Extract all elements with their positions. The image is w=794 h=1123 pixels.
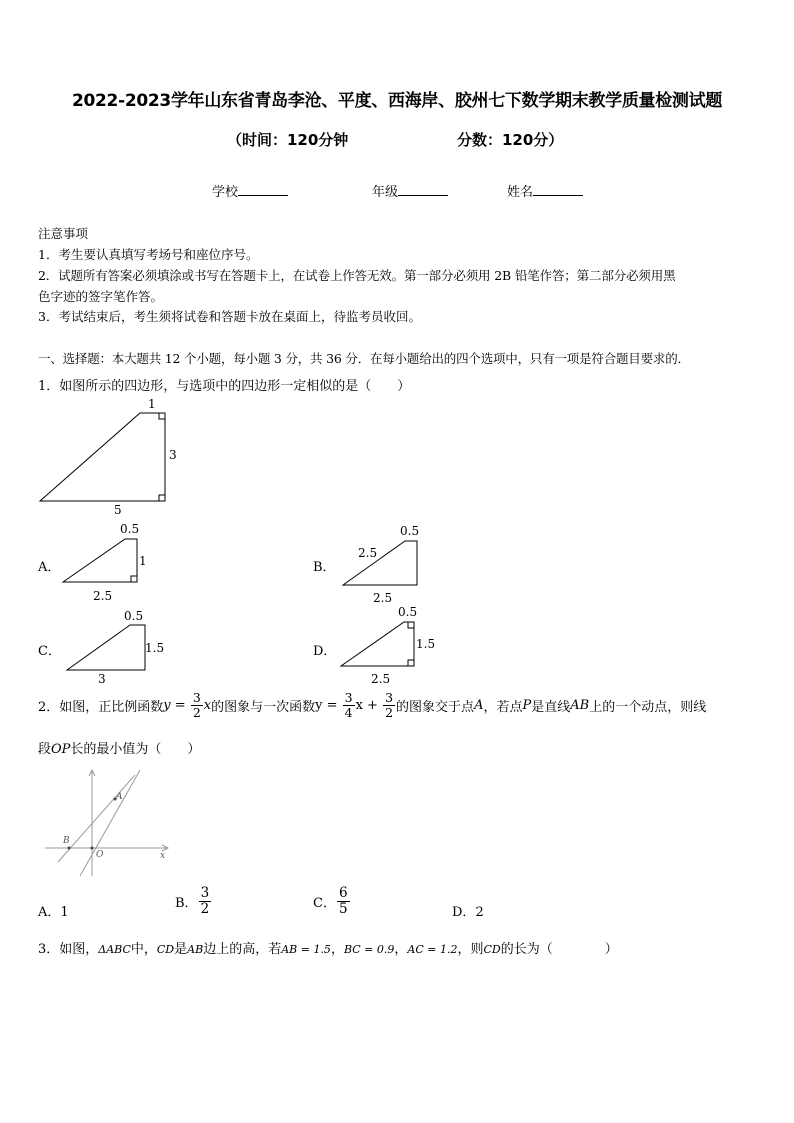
note-item: 色字迹的签字笔作答。: [38, 289, 164, 304]
q3-segment-cd-2: CD: [483, 943, 501, 956]
graph-label-b: B: [63, 836, 70, 846]
q2-text: 段: [38, 742, 52, 757]
q3-text: 的长为（ ）: [500, 942, 618, 957]
q3-text: 3．如图，: [38, 942, 99, 957]
option-d-bottom: 2.5: [371, 672, 391, 686]
q2-text: 的图象交于点: [396, 699, 475, 715]
q2-fraction-1: [191, 691, 203, 720]
option-c-figure: [67, 625, 145, 670]
q1-top-label: 1: [148, 397, 156, 411]
q2-graph: [45, 770, 168, 876]
question-2-stem-line-2: [38, 738, 200, 757]
q2-equals: =: [170, 697, 190, 713]
page-title: 2022-2023学年山东省青岛李沧、平度、西海岸、胶州七下数学期末教学质量检测试题: [71, 91, 723, 111]
option-d-right: 1.5: [416, 637, 436, 651]
q2-option-d-value: 2: [475, 905, 484, 920]
section-heading: 一、选择题：本大题共 12 个小题，每小题 3 分，共 36 分．在每小题给出的四个选项中，只有一项是符合题目要求的．: [38, 351, 690, 366]
q2-f3-num: 3: [385, 690, 394, 705]
graph-label-x: x: [160, 851, 166, 861]
notes-heading: 注意事项: [38, 226, 89, 241]
q2-option-a-value: 1: [60, 905, 69, 920]
q2-option-a-letter: A．: [38, 905, 61, 920]
q3-segment-ab: AB: [187, 943, 204, 956]
q2-text: 的图象与一次函数: [211, 699, 316, 715]
note-item: 2．试题所有答案必须填涂或书写在答题卡上，在试卷上作答无效。第一部分必须用 2B 铅笔作答；第二部分必须用黑: [38, 268, 676, 283]
q2-line-ab: AB: [570, 697, 590, 713]
exam-score: 分数：120分）: [457, 131, 564, 149]
q2-f2-den: 4: [344, 704, 353, 720]
school-label: 学校: [212, 185, 239, 200]
q2-f3-den: 2: [385, 704, 394, 720]
q2-f2-num: 3: [344, 690, 353, 705]
option-c-bottom: 3: [98, 672, 106, 686]
q2-option-b-num: 3: [200, 885, 210, 901]
q2-option-c-fraction: [337, 886, 350, 917]
q3-segment-cd: CD: [156, 943, 175, 956]
question-2-stem: [38, 691, 706, 720]
q2-option-b-fraction: [199, 886, 212, 917]
q2-fraction-3: [383, 691, 395, 720]
q3-triangle: ΔABC: [98, 943, 131, 956]
q2-f1-den: 2: [192, 704, 201, 720]
point-o: [91, 847, 94, 850]
q2-linear-y: y =: [315, 697, 342, 713]
option-b-figure: [343, 541, 417, 585]
q2-option-b-letter: B．: [175, 895, 198, 911]
q1-right-label: 3: [169, 448, 177, 462]
exam-time: （时间：120分钟: [227, 131, 349, 149]
option-c-letter[interactable]: C．: [38, 644, 61, 659]
line-proportional: [80, 770, 140, 876]
question-3-stem: [38, 938, 618, 957]
option-a-figure: [63, 539, 137, 582]
q3-sep: ，: [394, 942, 408, 957]
q2-text: 2．如图，正比例函数: [38, 699, 164, 715]
question-1-stem: 1．如图所示的四边形，与选项中的四边形一定相似的是（ ）: [38, 379, 411, 394]
option-c-top: 0.5: [124, 609, 144, 623]
option-d-letter[interactable]: D．: [313, 644, 337, 659]
q2-option-b-den: 2: [200, 900, 210, 917]
option-a-top: 0.5: [120, 522, 140, 536]
q2-text: 长的最小值为（ ）: [70, 742, 201, 757]
q2-point-p: P: [522, 697, 532, 713]
option-b-top: 0.5: [400, 524, 420, 538]
option-b-bottom: 2.5: [373, 591, 393, 605]
q3-text: 中，: [130, 942, 157, 957]
q2-text: 上的一个动点，则线: [589, 699, 707, 715]
q2-option-d-letter: D．: [452, 905, 476, 920]
name-label: 姓名: [507, 185, 534, 200]
q2-f1-num: 3: [192, 690, 201, 705]
q2-segment-op: OP: [51, 742, 71, 757]
option-a-right: 1: [139, 554, 147, 568]
q1-main-quadrilateral: [40, 413, 165, 501]
q2-option-c-num: 6: [338, 885, 348, 901]
note-item: 1．考生要认真填写考场号和座位序号。: [38, 247, 259, 262]
q2-option-b[interactable]: [175, 886, 212, 917]
q3-text: 边上的高，若: [203, 942, 282, 957]
q2-option-c-den: 5: [338, 900, 348, 917]
note-item: 3．考试结束后，考生须将试卷和答题卡放在桌面上，待监考员收回。: [38, 309, 421, 324]
option-c-right: 1.5: [145, 641, 165, 655]
option-b-slant: 2.5: [358, 546, 378, 560]
q3-text: ，则: [457, 942, 484, 957]
q2-option-c[interactable]: [313, 886, 351, 917]
q3-sep: ，: [330, 942, 344, 957]
q2-option-d[interactable]: [452, 901, 484, 920]
q2-text: ，若点: [483, 699, 523, 715]
graph-label-a: A: [116, 792, 123, 802]
option-d-figure: [341, 622, 414, 666]
graph-label-o: O: [96, 850, 104, 860]
q3-text: 是: [174, 942, 188, 957]
q2-text: 是直线: [531, 699, 571, 715]
q3-condition-ac: AC = 1.2: [407, 943, 458, 956]
q3-condition-ab: AB = 1.5: [281, 943, 331, 956]
option-a-bottom: 2.5: [93, 589, 113, 603]
q2-var-x: x: [203, 697, 212, 713]
option-a-letter[interactable]: A．: [38, 560, 61, 575]
q2-option-a[interactable]: [38, 901, 69, 920]
q2-fraction-2: [343, 691, 355, 720]
q2-var-y: y: [163, 697, 171, 713]
q3-condition-bc: BC = 0.9: [343, 943, 395, 956]
q1-bottom-label: 5: [114, 503, 122, 517]
option-b-letter[interactable]: B．: [313, 560, 336, 575]
option-d-top: 0.5: [398, 605, 418, 619]
q2-point-a: A: [474, 697, 484, 713]
point-b: [68, 847, 71, 850]
grade-label: 年级: [372, 185, 399, 200]
q2-option-c-letter: C．: [313, 895, 336, 911]
q2-plus: x +: [355, 697, 383, 713]
